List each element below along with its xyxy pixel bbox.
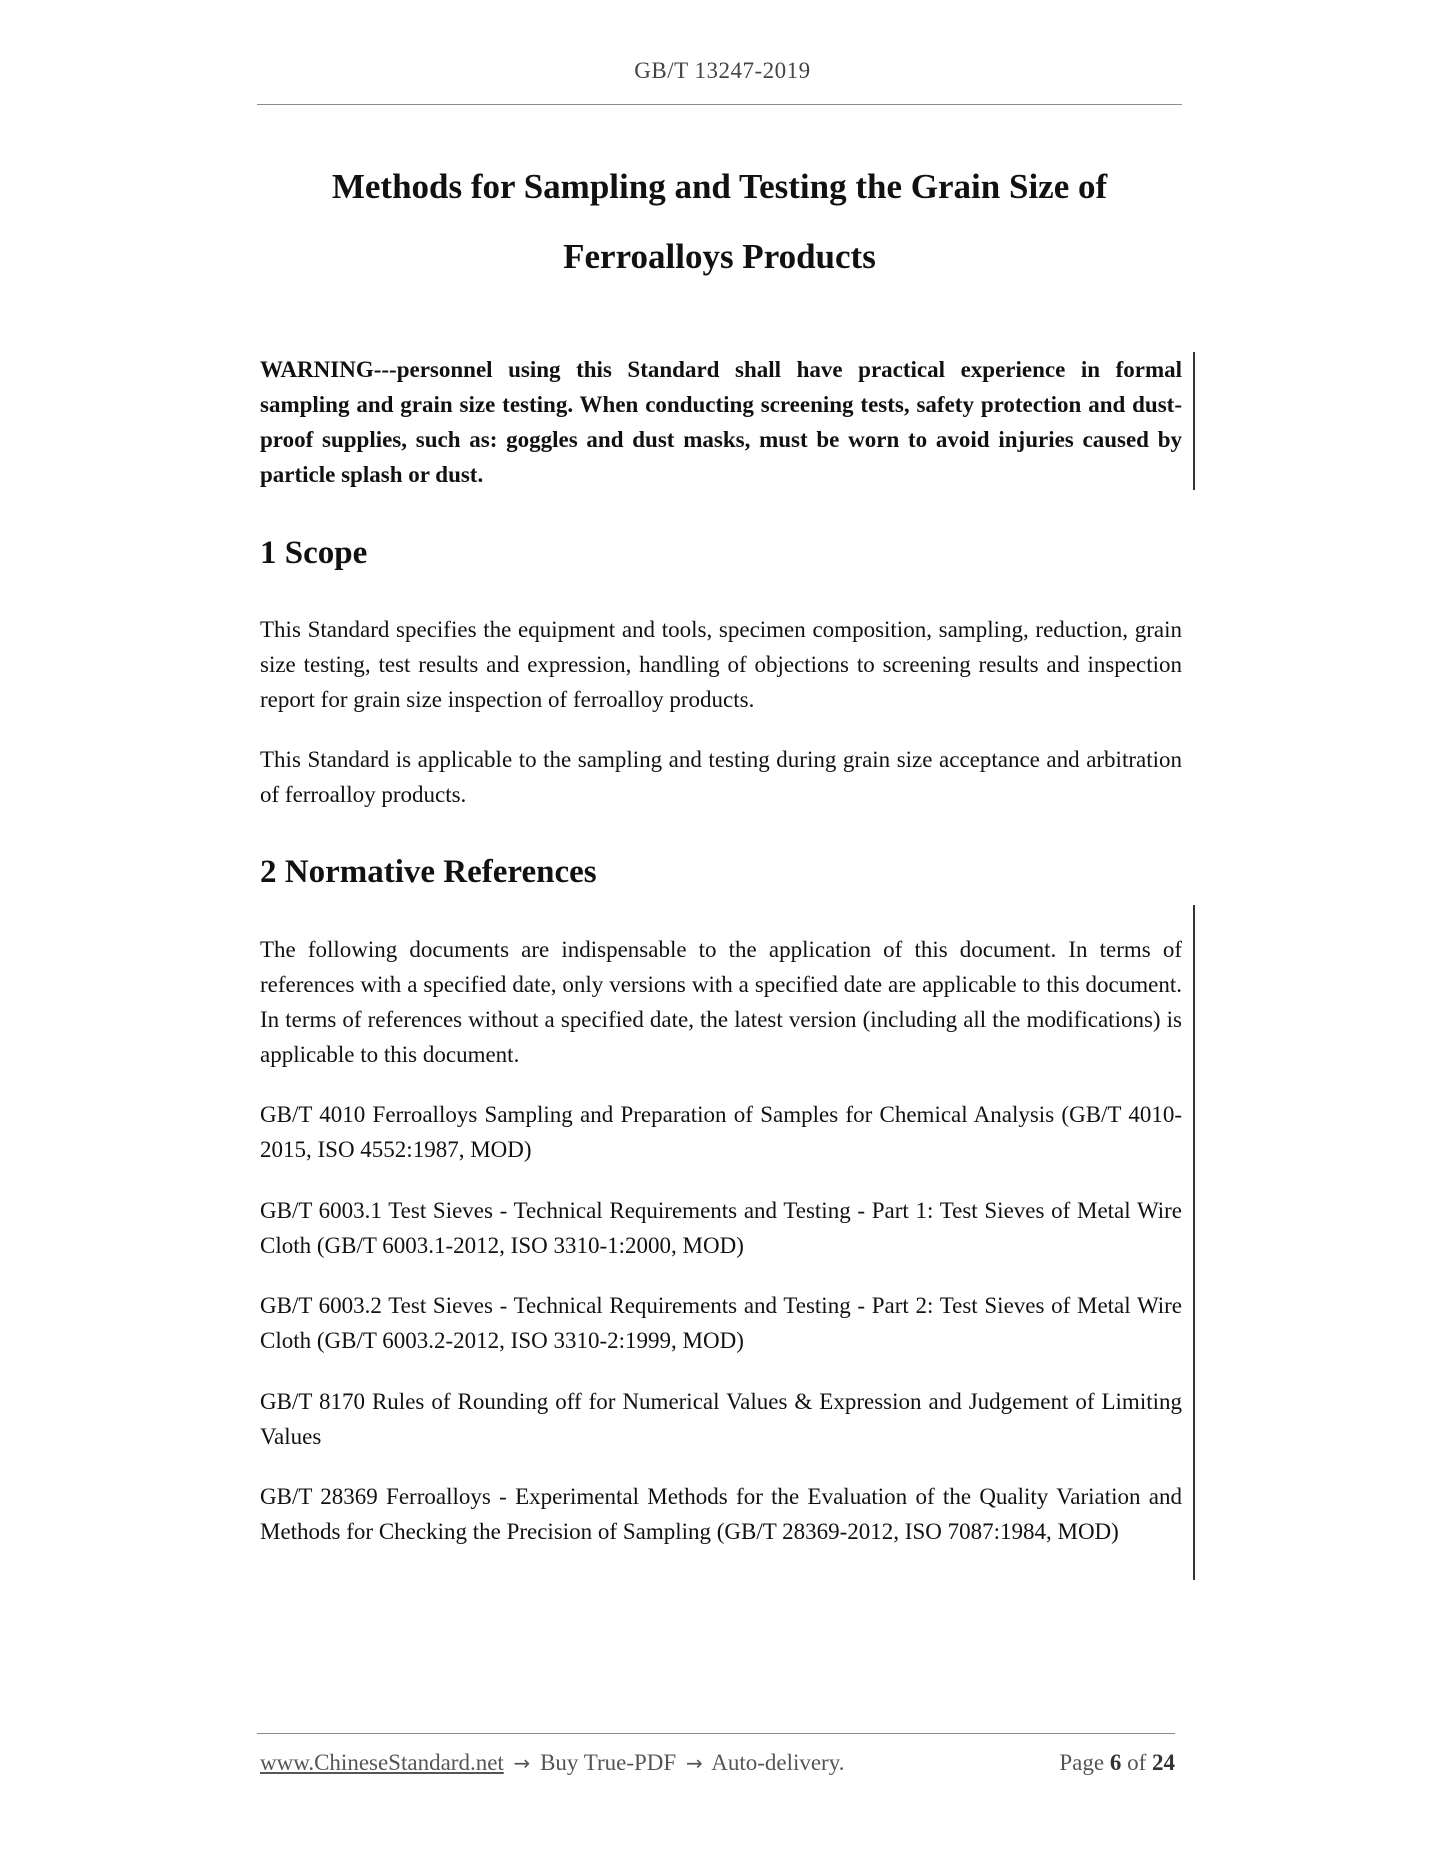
page-current: 6 [1109,1750,1122,1775]
right-arrow-icon: → [685,1751,703,1775]
footer-promo [260,1750,844,1776]
document-title [257,152,1182,292]
page-label: Page [1059,1750,1105,1775]
site-link[interactable]: www.ChineseStandard.net [260,1750,504,1775]
page-total: 24 [1152,1750,1175,1775]
reference-item: GB/T 6003.2 Test Sieves - Technical Requirements and Testing - Part 2: Test Sieves of Metal Wire Cloth (GB/T 6003.2-2012, ISO 3310-2:1999, MOD) [260,1293,1182,1353]
page-of-label: of [1127,1750,1147,1775]
reference-item: GB/T 4010 Ferroalloys Sampling and Preparation of Samples for Chemical Analysis (GB/T 4010-2015, ISO 4552:1987, MOD) [260,1102,1182,1162]
header-divider [257,104,1182,105]
section-heading-scope: 1 Scope [260,535,368,571]
right-arrow-icon: → [513,1751,531,1775]
reference-item: GB/T 6003.1 Test Sieves - Technical Requirements and Testing - Part 1: Test Sieves of Metal Wire Cloth (GB/T 6003.1-2012, ISO 3310-1:2000, MOD) [260,1198,1182,1258]
auto-delivery-text: Auto-delivery. [711,1750,845,1775]
footer-divider [257,1733,1175,1734]
document-title-line-1: Methods for Sampling and Testing the Grain Size of [331,167,1108,206]
document-title-line-2: Ferroalloys Products [563,237,876,276]
scope-paragraph: This Standard is applicable to the sampling and testing during grain size acceptance and arbitration of ferroalloy products. [260,747,1182,807]
page-number [1059,1750,1175,1776]
change-bar [1193,905,1195,1580]
section-heading-normative-references: 2 Normative References [260,854,597,890]
normative-intro-paragraph: The following documents are indispensable to the application of this document. In terms of references with a specified date, only versions with a specified date are applicable to this document. In terms of references without a specified date, the latest version (including all the modifications) is applicable to this document. [260,937,1182,1067]
warning-paragraph: WARNING---personnel using this Standard shall have practical experience in formal sampling and grain size testing. When conducting screening tests, safety protection and dust-proof supplies, such as: goggles and dust masks, must be worn to avoid injuries caused by particle splash or dust. [260,357,1182,487]
reference-item: GB/T 8170 Rules of Rounding off for Numerical Values & Expression and Judgement of Limiting Values [260,1389,1182,1449]
change-bar [1193,352,1195,490]
buy-pdf-text: Buy True-PDF [540,1750,677,1775]
scope-paragraph: This Standard specifies the equipment and tools, specimen composition, sampling, reduction, grain size testing, test results and expression, handling of objections to screening results and inspection report for grain size inspection of ferroalloy products. [260,617,1182,712]
running-header: GB/T 13247-2019 [634,58,811,83]
reference-item: GB/T 28369 Ferroalloys - Experimental Methods for the Evaluation of the Quality Variation and Methods for Checking the Precision of Sampling (GB/T 28369-2012, ISO 7087:1984, MOD) [260,1484,1182,1544]
